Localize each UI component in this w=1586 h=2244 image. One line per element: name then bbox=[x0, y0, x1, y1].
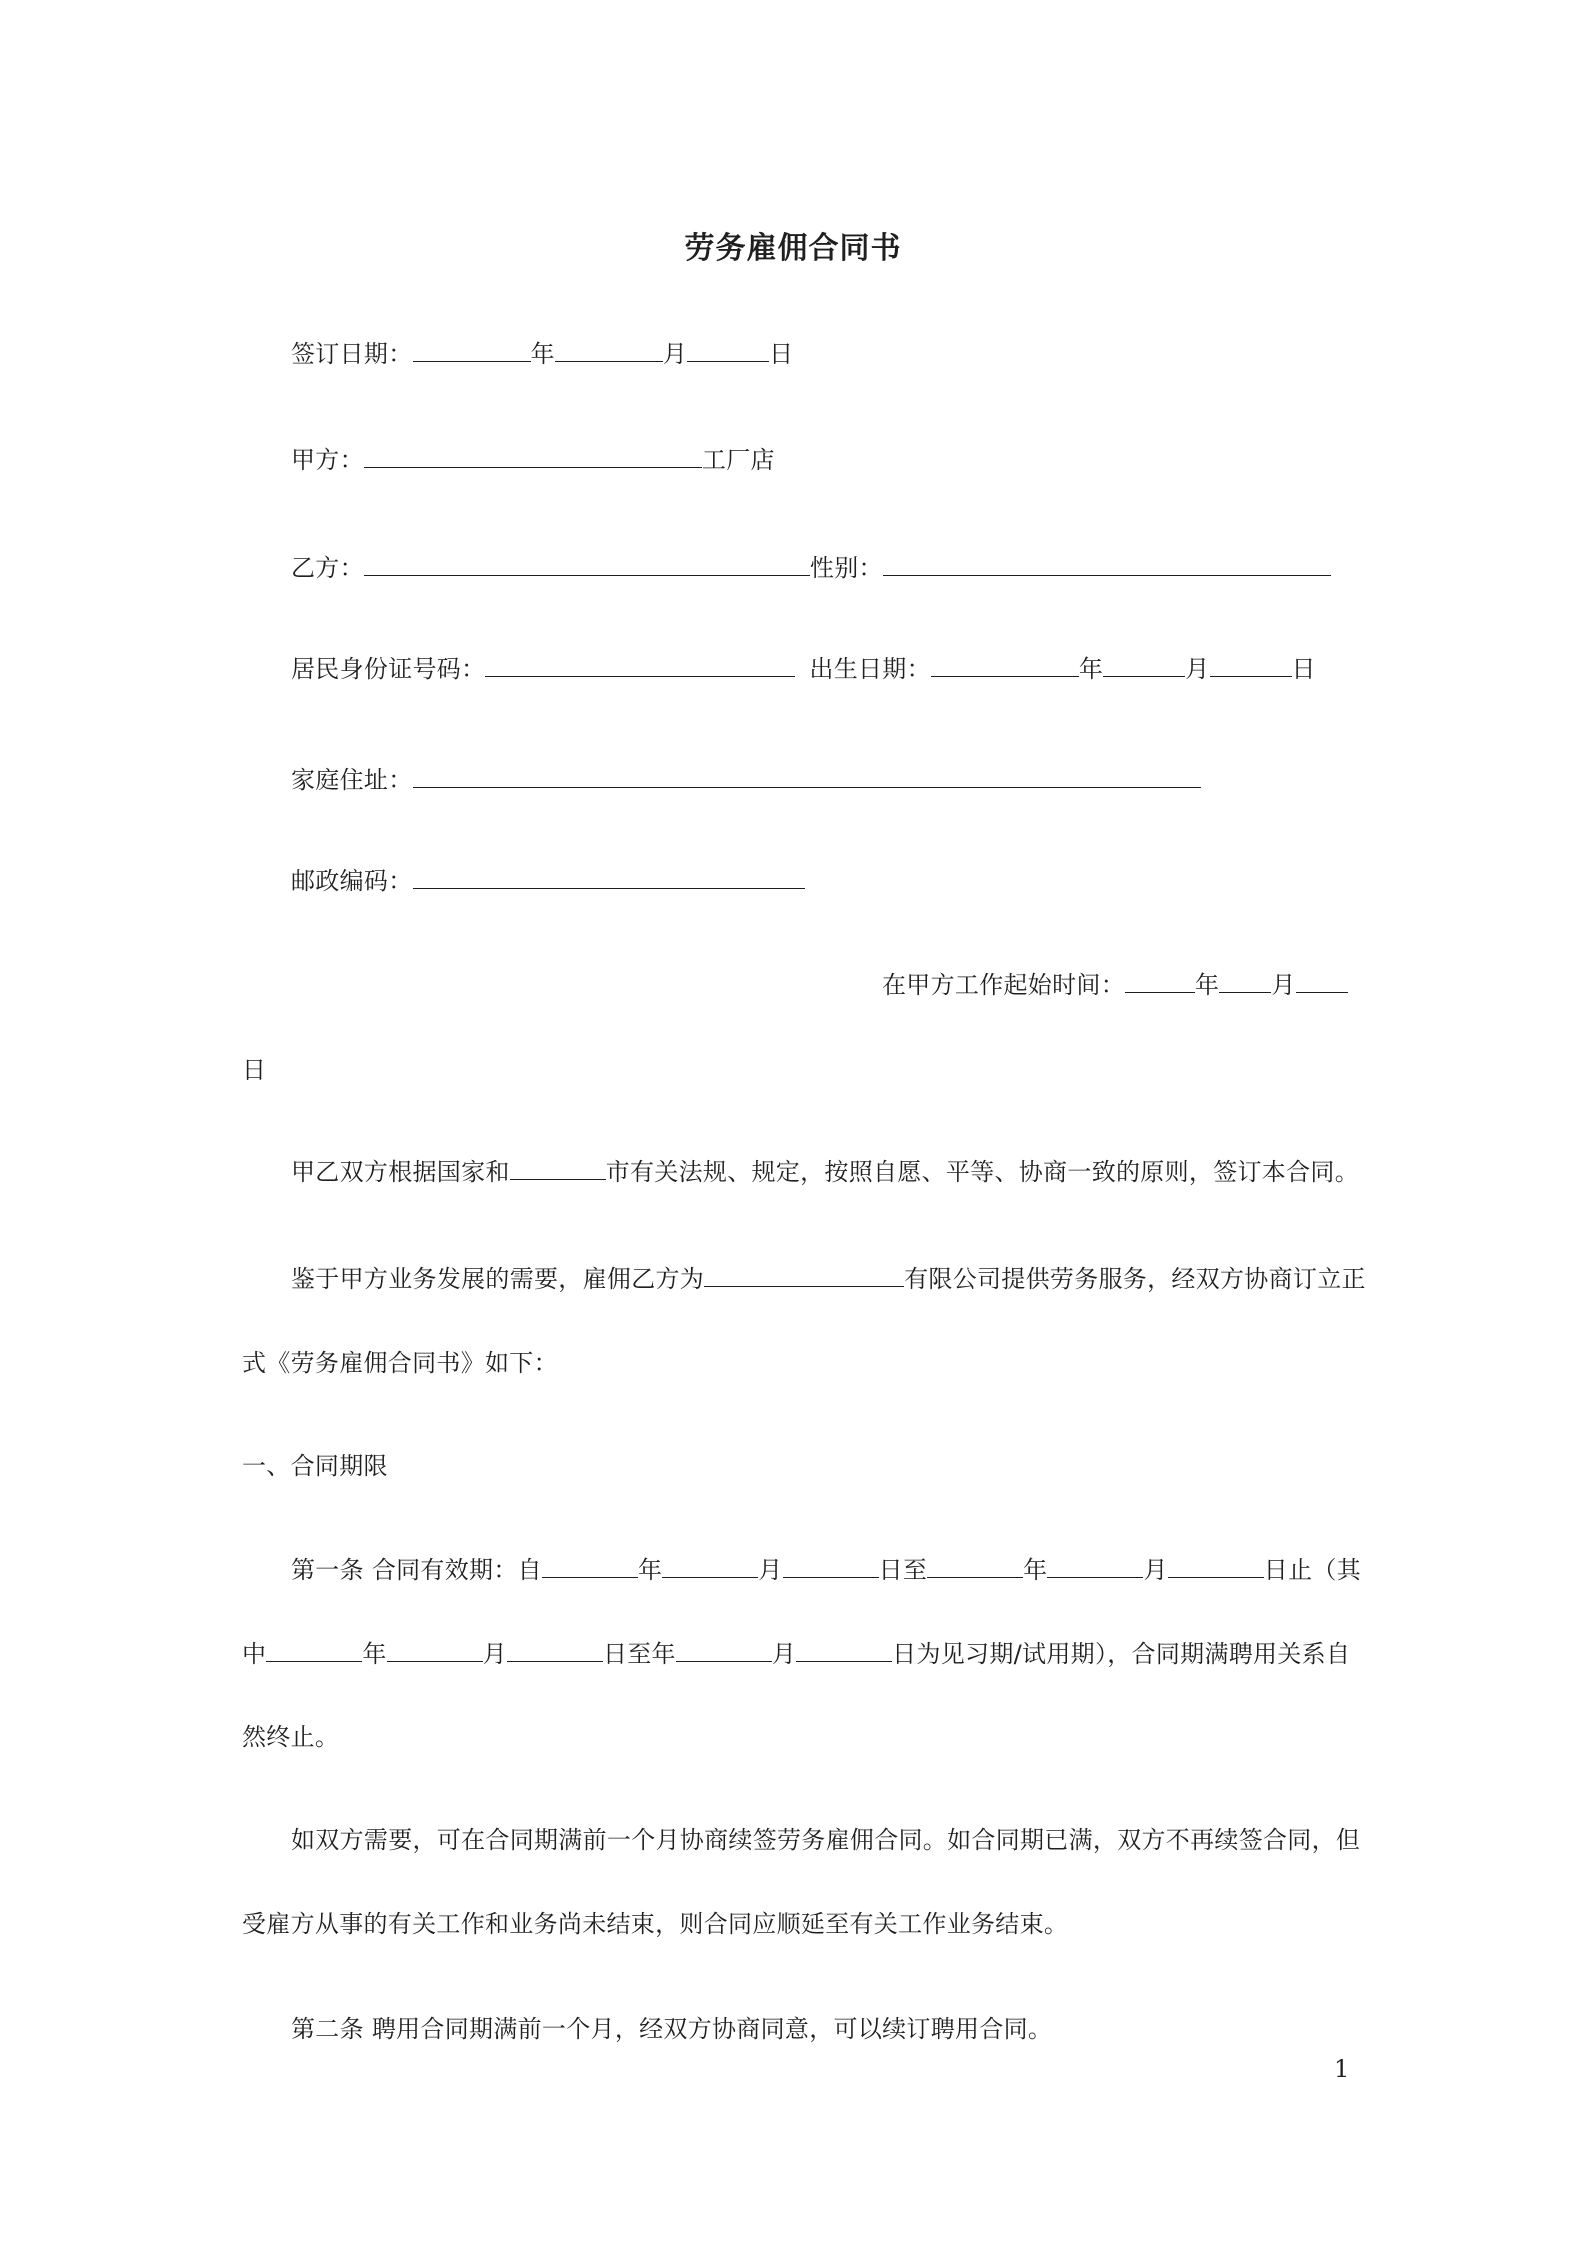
term-start-day-blank bbox=[783, 1555, 879, 1578]
purpose-text-b: 有限公司提供劳务服务，经双方协商订立正 bbox=[904, 1265, 1366, 1293]
id-number-blank bbox=[485, 654, 795, 677]
article-2: 第二条 聘用合同期满前一个月，经双方协商同意，可以续订聘用合同。 bbox=[291, 2015, 1053, 2043]
city-blank bbox=[510, 1157, 606, 1180]
year-label: 年 bbox=[1023, 1556, 1048, 1584]
birth-day-blank bbox=[1210, 654, 1292, 677]
id-birth-line bbox=[291, 652, 1316, 686]
probation-start-month-blank bbox=[387, 1639, 483, 1662]
start-day-wrap: 日 bbox=[242, 1056, 267, 1084]
article-1-line1 bbox=[291, 1553, 1361, 1587]
day-label: 日 bbox=[1291, 655, 1316, 683]
gender-blank bbox=[883, 553, 1331, 576]
probation-start-year-blank bbox=[266, 1639, 362, 1662]
year-label: 年 bbox=[1078, 655, 1104, 683]
birth-month-blank bbox=[1103, 654, 1185, 677]
gender-label: 性别： bbox=[809, 554, 883, 582]
probation-end-month-blank bbox=[676, 1639, 772, 1662]
section-heading-term: 一、合同期限 bbox=[242, 1452, 388, 1480]
page-number: 1 bbox=[1334, 2055, 1350, 2083]
month-label: 月 bbox=[1185, 655, 1210, 683]
zhong-label: 中 bbox=[242, 1640, 267, 1668]
start-time-line bbox=[882, 968, 1348, 1002]
month-label: 月 bbox=[771, 1640, 797, 1668]
document-title: 劳务雇佣合同书 bbox=[684, 231, 902, 266]
article-1-lead: 第一条 合同有效期：自 bbox=[291, 1556, 542, 1584]
paragraph-purpose-line2: 式《劳务雇佣合同书》如下： bbox=[242, 1349, 558, 1377]
year-label: 年 bbox=[362, 1640, 387, 1668]
month-label: 月 bbox=[1143, 1556, 1168, 1584]
sign-day-blank bbox=[687, 339, 769, 362]
id-number-label: 居民身份证号码： bbox=[291, 655, 486, 683]
month-label: 月 bbox=[662, 340, 688, 368]
term-end-month-blank bbox=[1047, 1555, 1143, 1578]
term-end-year-blank bbox=[927, 1555, 1023, 1578]
start-day-blank bbox=[1296, 970, 1348, 993]
purpose-text-a: 鉴于甲方业务发展的需要，雇佣乙方为 bbox=[291, 1265, 705, 1293]
basis-text-a: 甲乙双方根据国家和 bbox=[291, 1158, 510, 1186]
sign-year-blank bbox=[413, 339, 531, 362]
term-end-day-blank bbox=[1168, 1555, 1264, 1578]
start-time-label: 在甲方工作起始时间： bbox=[882, 971, 1125, 999]
paragraph-basis bbox=[291, 1155, 1359, 1189]
probation-end-day-blank bbox=[796, 1639, 892, 1662]
birth-year-blank bbox=[931, 654, 1079, 677]
address-blank bbox=[413, 765, 1201, 788]
term-start-year-blank bbox=[542, 1555, 638, 1578]
paragraph-renewal-line2: 受雇方从事的有关工作和业务尚未结束，则合同应顺延至有关工作业务结束。 bbox=[242, 1910, 1069, 1938]
party-b-label: 乙方： bbox=[291, 554, 364, 582]
probation-start-day-blank bbox=[507, 1639, 603, 1662]
term-start-month-blank bbox=[662, 1555, 758, 1578]
sign-date-label: 签订日期： bbox=[291, 340, 413, 368]
day-end-label: 日止（其 bbox=[1263, 1556, 1361, 1584]
day-to-year-label: 日至年 bbox=[602, 1640, 676, 1668]
month-label: 月 bbox=[482, 1640, 507, 1668]
paragraph-purpose-line1 bbox=[291, 1262, 1366, 1296]
year-label: 年 bbox=[1195, 971, 1220, 999]
year-label: 年 bbox=[530, 340, 555, 368]
start-year-blank bbox=[1125, 970, 1195, 993]
article-1-line2 bbox=[242, 1637, 1350, 1671]
article-1-line3: 然终止。 bbox=[242, 1723, 340, 1751]
day-to-label: 日至 bbox=[878, 1556, 928, 1584]
month-label: 月 bbox=[758, 1556, 783, 1584]
postal-line bbox=[291, 864, 805, 898]
party-a-line bbox=[291, 443, 775, 477]
party-a-blank bbox=[364, 445, 702, 468]
day-label: 日 bbox=[769, 340, 794, 368]
paragraph-renewal-line1: 如双方需要，可在合同期满前一个月协商续签劳务雇佣合同。如合同期已满，双方不再续签合同，但 bbox=[291, 1826, 1361, 1854]
postal-blank bbox=[413, 866, 805, 889]
start-month-blank bbox=[1219, 970, 1271, 993]
sign-month-blank bbox=[555, 339, 663, 362]
address-line bbox=[291, 763, 1201, 797]
party-b-line bbox=[291, 551, 1331, 585]
month-label: 月 bbox=[1271, 971, 1296, 999]
company-blank bbox=[704, 1264, 904, 1287]
party-a-label: 甲方： bbox=[291, 446, 364, 474]
probation-text: 日为见习期/试用期），合同期满聘用关系自 bbox=[892, 1640, 1351, 1668]
address-label: 家庭住址： bbox=[291, 766, 413, 794]
party-b-blank bbox=[364, 553, 810, 576]
party-a-suffix: 工厂店 bbox=[701, 446, 775, 474]
birth-date-label: 出生日期： bbox=[809, 655, 931, 683]
year-label: 年 bbox=[637, 1556, 663, 1584]
basis-text-b: 市有关法规、规定，按照自愿、平等、协商一致的原则，签订本合同。 bbox=[605, 1158, 1360, 1186]
postal-label: 邮政编码： bbox=[291, 867, 413, 895]
sign-date-line bbox=[291, 337, 793, 371]
